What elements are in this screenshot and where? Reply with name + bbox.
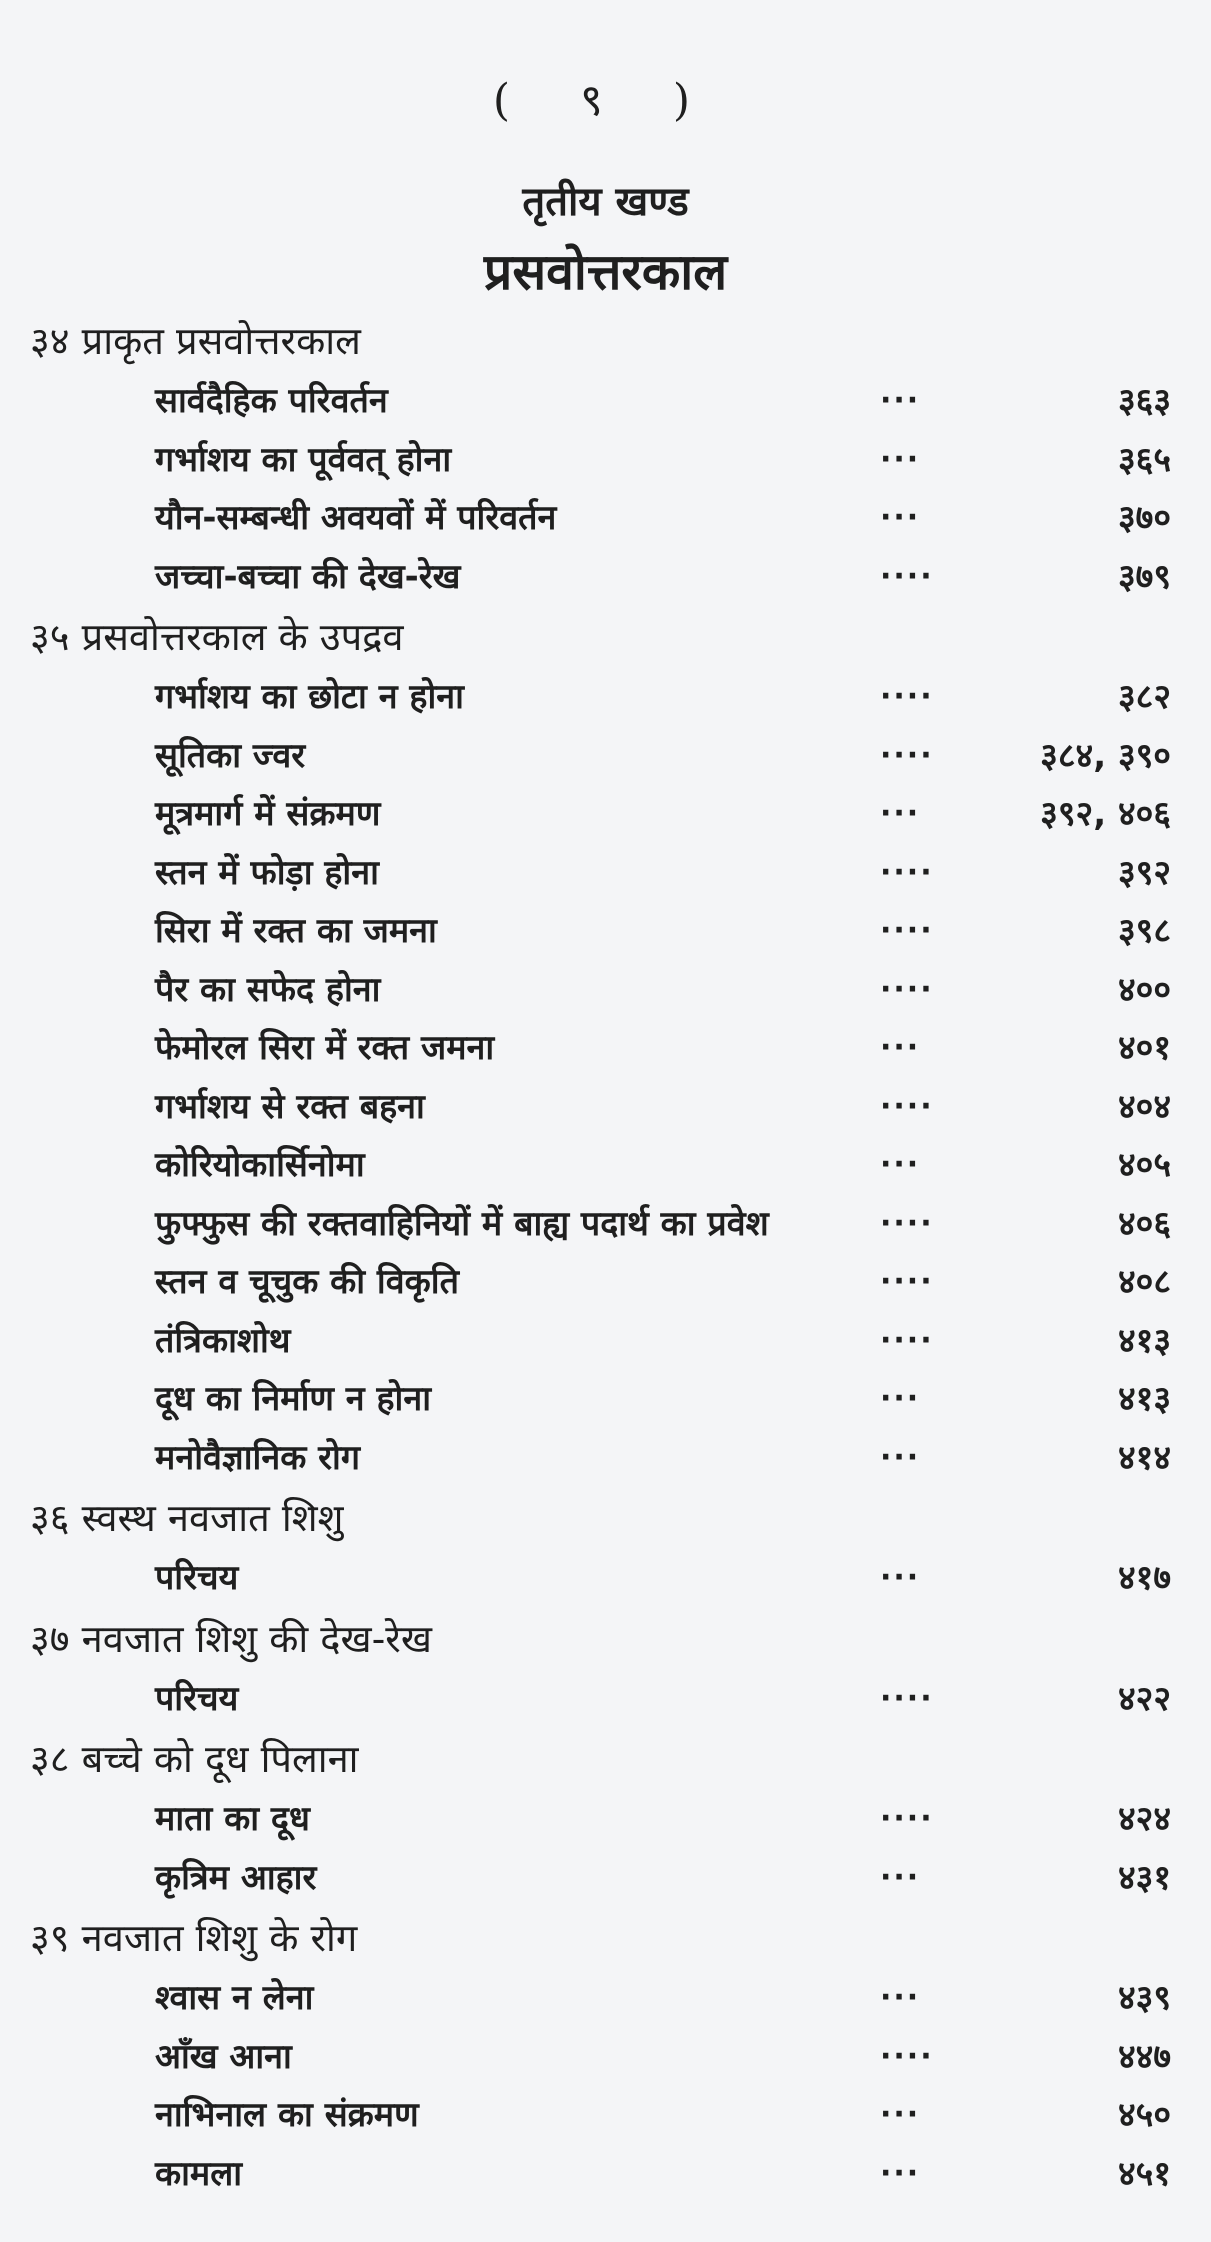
entry-label: आँख आना (155, 2036, 292, 2077)
toc-entry (0, 1670, 1211, 1729)
entry-page-number: ४३१ (1117, 1857, 1171, 1898)
entry-leader-dots: ···· (880, 1088, 934, 1124)
entry-page-number: ४०० (1117, 969, 1171, 1010)
section-label: तृतीय खण्ड (522, 179, 689, 225)
entry-leader-dots: ···· (880, 737, 934, 773)
entry-label: फुफ्फुस की रक्तवाहिनियों में बाह्य पदार्थ का प्रवेश (155, 1203, 769, 1244)
toc-entry (0, 1790, 1211, 1849)
entry-label: स्तन में फोड़ा होना (155, 852, 379, 893)
entry-page-number: ४०६ (1117, 1203, 1171, 1244)
entry-page-number: ३८२ (1117, 677, 1171, 717)
entry-leader-dots: ··· (880, 2155, 921, 2191)
entry-page-number: ४१७ (1117, 1558, 1171, 1598)
toc-entry (0, 844, 1211, 903)
entry-page-number: ४२२ (1117, 1678, 1171, 1719)
entry-label: फेमोरल सिरा में रक्त जमना (155, 1028, 495, 1068)
entry-page-number: ४१४ (1117, 1437, 1171, 1478)
entry-label: जच्चा-बच्चा की देख-रेख (155, 556, 461, 597)
entry-label: परिचय (155, 1558, 239, 1598)
toc-entry (0, 431, 1211, 490)
entry-leader-dots: ··· (880, 500, 921, 535)
entry-leader-dots: ···· (880, 913, 934, 948)
entry-label: स्तन व चूचुक की विकृति (155, 1262, 459, 1302)
toc-entry (0, 372, 1211, 431)
entry-leader-dots: ··· (880, 383, 921, 418)
entry-page-number: ४०४ (1117, 1086, 1171, 1127)
entry-page-number: ३९८ (1117, 911, 1171, 951)
entry-leader-dots: ··· (880, 441, 921, 477)
toc-entry (0, 785, 1211, 844)
entry-page-number: ३६५ (1117, 439, 1171, 480)
chapter-heading: ३९ नवजात शिशु के रोग (30, 1916, 358, 1960)
entry-leader-dots: ···· (880, 1264, 934, 1299)
chapter-heading: ३८ बच्चे को दूध पिलाना (30, 1737, 359, 1781)
entry-label: कामला (155, 2153, 243, 2194)
entry-page-number: ३८४, ३९० (1040, 735, 1171, 776)
toc-entry (0, 1195, 1211, 1254)
entry-leader-dots: ···· (880, 1322, 934, 1358)
toc-entry (0, 1078, 1211, 1137)
toc-entry (0, 1370, 1211, 1429)
entry-page-number: ४३९ (1117, 1978, 1171, 2018)
entry-page-number: ३६३ (1117, 381, 1171, 421)
entry-label: यौन-सम्बन्धी अवयवों में परिवर्तन (155, 498, 557, 538)
entry-leader-dots: ··· (880, 2097, 921, 2132)
entry-leader-dots: ···· (880, 1680, 934, 1716)
toc-entry (0, 1969, 1211, 2028)
entry-page-number: ४२४ (1117, 1799, 1171, 1839)
entry-label: सूतिका ज्वर (155, 735, 306, 776)
entry-leader-dots: ··· (880, 1439, 921, 1475)
entry-label: परिचय (155, 1678, 239, 1719)
entry-page-number: ४०५ (1117, 1145, 1171, 1185)
section-title: प्रसवोत्तरकाल (483, 243, 728, 301)
toc-entry (0, 489, 1211, 548)
entry-page-number: ४०८ (1117, 1262, 1171, 1302)
entry-label: मनोवैज्ञानिक रोग (155, 1437, 360, 1478)
entry-page-number: ४४७ (1117, 2036, 1171, 2077)
toc-entry (0, 2145, 1211, 2204)
toc-entry (0, 1849, 1211, 1908)
entry-leader-dots: ···· (880, 854, 934, 890)
toc-entry (0, 668, 1211, 727)
entry-leader-dots: ···· (880, 679, 934, 714)
entry-label: पैर का सफेद होना (155, 969, 381, 1010)
chapter-heading: ३५ प्रसवोत्तरकाल के उपद्रव (30, 615, 404, 659)
table-of-contents (0, 310, 1211, 2203)
entry-label: गर्भाशय से रक्त बहना (155, 1086, 425, 1127)
entry-label: कृत्रिम आहार (155, 1857, 317, 1898)
entry-page-number: ३७० (1117, 498, 1171, 538)
entry-leader-dots: ···· (880, 2038, 934, 2074)
entry-label: दूध का निर्माण न होना (155, 1379, 432, 1419)
entry-page-number: ३९२ (1117, 852, 1171, 893)
entry-leader-dots: ···· (880, 558, 934, 594)
entry-label: गर्भाशय का छोटा न होना (155, 677, 464, 717)
entry-label: सार्वदैहिक परिवर्तन (155, 381, 388, 421)
toc-entry (0, 1312, 1211, 1371)
toc-entry (0, 548, 1211, 607)
chapter-heading: ३७ नवजात शिशु की देख-रेख (30, 1616, 432, 1661)
entry-leader-dots: ··· (880, 1980, 921, 2015)
entry-leader-dots: ···· (880, 1801, 934, 1836)
entry-leader-dots: ··· (880, 1560, 921, 1595)
entry-leader-dots: ··· (880, 1030, 921, 1065)
entry-label: मूत्रमार्ग में संक्रमण (155, 794, 381, 834)
toc-entry (0, 2028, 1211, 2087)
toc-entry (0, 902, 1211, 961)
entry-leader-dots: ··· (880, 1381, 921, 1416)
toc-entry (0, 1136, 1211, 1195)
toc-entry (0, 961, 1211, 1020)
toc-entry (0, 727, 1211, 786)
entry-leader-dots: ··· (880, 1859, 921, 1895)
entry-label: तंत्रिकाशोथ (155, 1320, 291, 1361)
entry-page-number: ४१३ (1117, 1320, 1171, 1361)
chapter-heading: ३४ प्राकृत प्रसवोत्तरकाल (30, 319, 361, 363)
entry-page-number: ४५० (1117, 2095, 1171, 2135)
toc-entry (0, 2086, 1211, 2145)
toc-entry (0, 1253, 1211, 1312)
entry-label: सिरा में रक्त का जमना (155, 911, 437, 951)
entry-page-number: ४०१ (1117, 1028, 1171, 1068)
entry-page-number: ३९२, ४०६ (1040, 794, 1171, 834)
entry-label: कोरियोकार्सिनोमा (155, 1145, 365, 1185)
toc-entry (0, 1549, 1211, 1608)
entry-page-number: ३७९ (1117, 556, 1171, 597)
entry-leader-dots: ···· (880, 1205, 934, 1241)
entry-leader-dots: ··· (880, 796, 921, 831)
entry-label: गर्भाशय का पूर्ववत् होना (155, 439, 452, 480)
entry-label: माता का दूध (155, 1799, 310, 1839)
entry-label: श्वास न लेना (155, 1978, 314, 2018)
entry-page-number: ४१३ (1117, 1379, 1171, 1419)
entry-page-number: ४५१ (1117, 2153, 1171, 2194)
toc-entry (0, 1429, 1211, 1488)
entry-leader-dots: ··· (880, 1147, 921, 1182)
toc-entry (0, 1019, 1211, 1078)
page-number: ( ९ ) (492, 75, 719, 126)
entry-label: नाभिनाल का संक्रमण (155, 2095, 419, 2135)
chapter-heading: ३६ स्वस्थ नवजात शिशु (30, 1496, 344, 1540)
entry-leader-dots: ···· (880, 971, 934, 1007)
